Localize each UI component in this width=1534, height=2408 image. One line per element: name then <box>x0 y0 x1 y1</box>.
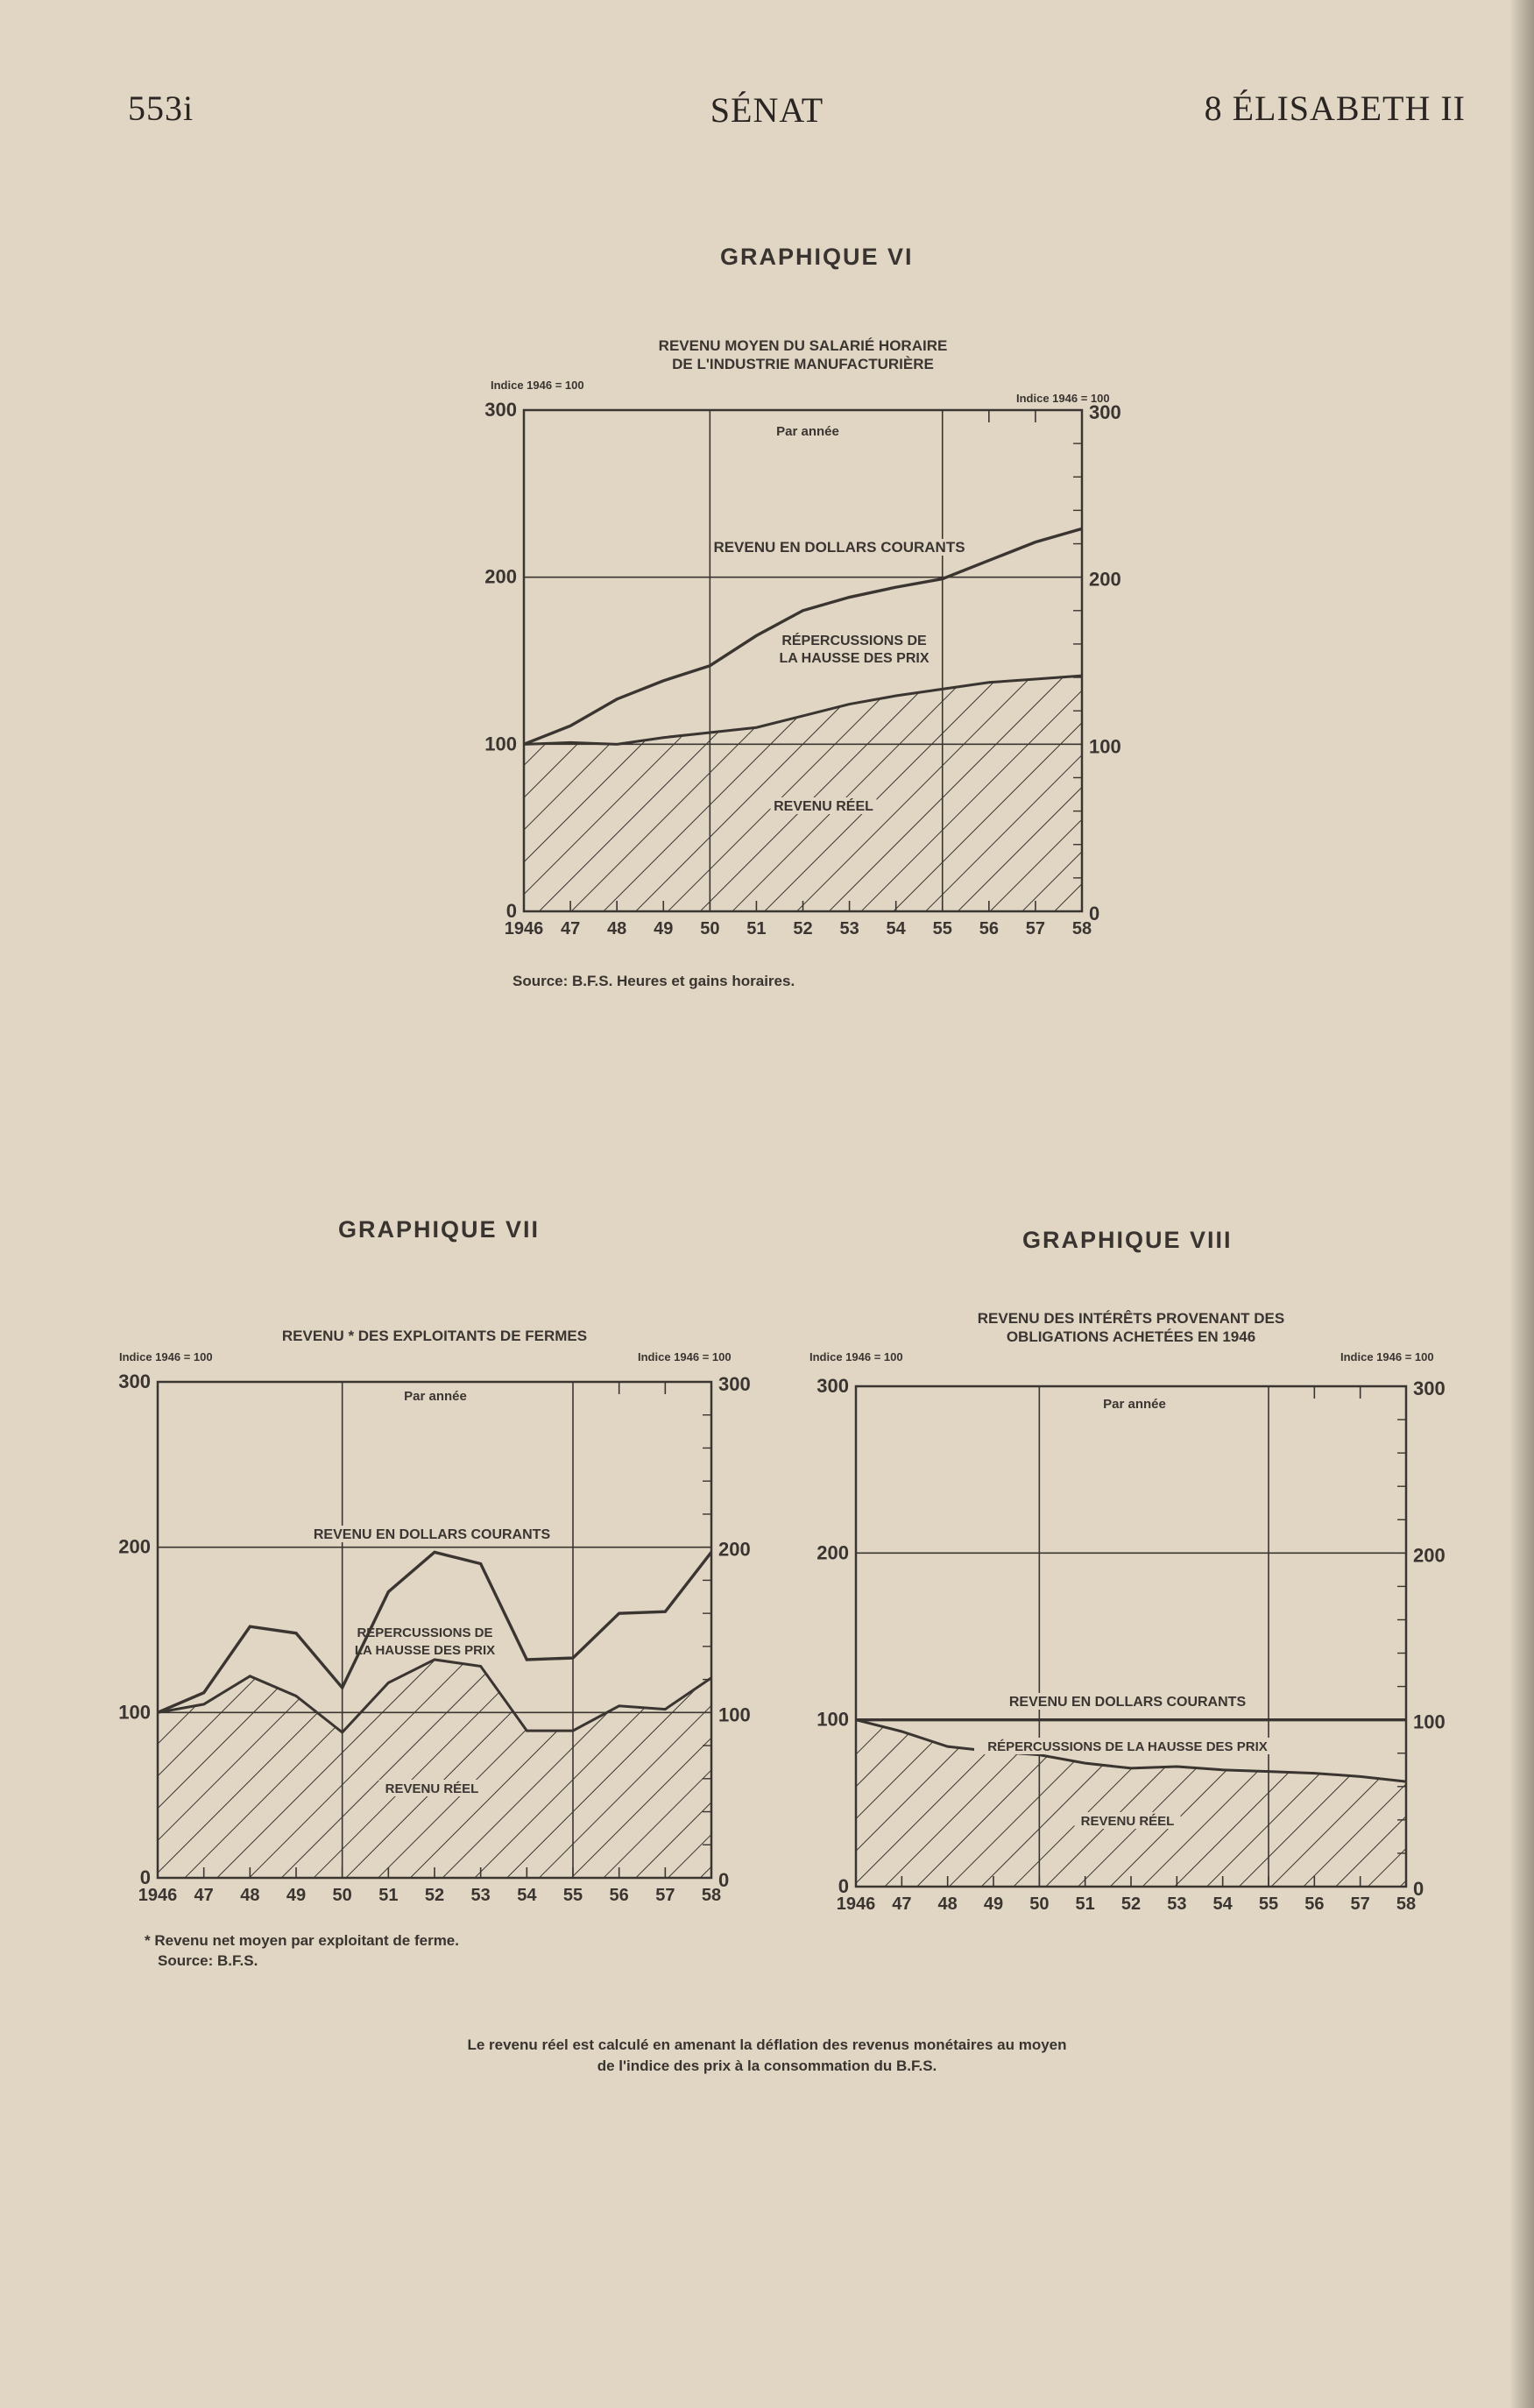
x-tick-label: 51 <box>378 1886 399 1905</box>
chart-subtitle: OBLIGATIONS ACHETÉES EN 1946 <box>1006 1328 1256 1345</box>
x-tick-label: 54 <box>517 1886 537 1905</box>
graph7-label: GRAPHIQUE VII <box>338 1216 541 1243</box>
x-tick-label: 48 <box>607 919 627 938</box>
x-tick-label: 50 <box>700 919 720 938</box>
page-edge-shadow <box>1509 0 1534 2408</box>
chart-ylabel-right: Indice 1946 = 100 <box>1016 392 1110 405</box>
chart-ylabel-left: Indice 1946 = 100 <box>119 1350 213 1363</box>
y-tick-label-left: 0 <box>838 1875 849 1897</box>
x-tick-label: 52 <box>424 1886 445 1905</box>
x-tick-label: 49 <box>286 1886 307 1905</box>
bottom-explanation-line2: de l'indice des prix à la consommation du B.F.S. <box>597 2057 937 2074</box>
y-tick-label-left: 200 <box>484 565 517 588</box>
chart-title: REVENU MOYEN DU SALARIÉ HORAIRE <box>658 337 948 354</box>
y-tick-label-right: 200 <box>1089 568 1121 591</box>
y-tick-label-right: 300 <box>1413 1378 1446 1399</box>
frequency-label: Par année <box>776 424 839 439</box>
x-tick-label: 57 <box>1025 919 1046 938</box>
x-tick-label: 58 <box>701 1886 722 1905</box>
y-tick-label-left: 100 <box>118 1701 151 1724</box>
y-tick-label-left: 0 <box>139 1866 151 1888</box>
y-tick-label-left: 0 <box>505 900 517 922</box>
x-tick-label: 53 <box>470 1886 491 1905</box>
chart-graph8 <box>809 1310 1446 1914</box>
y-tick-label-right: 100 <box>1413 1710 1446 1733</box>
x-tick-label: 55 <box>562 1886 583 1905</box>
page-header-right: 8 ÉLISABETH II <box>1204 89 1466 128</box>
graph6-source: Source: B.F.S. Heures et gains horaires. <box>513 973 795 989</box>
y-tick-label-right: 200 <box>1413 1544 1446 1567</box>
page-header-title: SÉNAT <box>710 90 824 130</box>
y-tick-label-right: 0 <box>1413 1878 1424 1900</box>
y-tick-label-left: 300 <box>484 399 517 421</box>
y-tick-label-right: 100 <box>718 1703 751 1726</box>
series-label-nominal: REVENU EN DOLLARS COURANTS <box>1008 1695 1247 1710</box>
x-tick-label: 47 <box>892 1895 912 1914</box>
gap-label-line1: RÉPERCUSSIONS DE <box>781 634 927 648</box>
x-tick-label: 49 <box>983 1895 1004 1914</box>
series-label-real: REVENU RÉEL <box>774 799 873 814</box>
graph8-label: GRAPHIQUE VIII <box>1022 1227 1233 1253</box>
x-tick-label: 57 <box>1350 1895 1370 1914</box>
x-tick-label: 50 <box>332 1886 352 1905</box>
y-tick-label-left: 200 <box>118 1535 151 1558</box>
x-tick-label: 56 <box>1304 1895 1325 1914</box>
frequency-label: Par année <box>404 1389 467 1404</box>
graph7-footnote: * Revenu net moyen par exploitant de ferme. <box>145 1932 459 1949</box>
series-label-real: REVENU RÉEL <box>385 1781 479 1796</box>
gap-label-line1: RÉPERCUSSIONS DE <box>357 1625 493 1640</box>
y-tick-label-right: 300 <box>718 1373 751 1395</box>
x-tick-label: 52 <box>793 919 813 938</box>
real-income-area <box>158 1660 711 1878</box>
x-tick-label: 48 <box>240 1886 260 1905</box>
x-tick-label: 1946 <box>836 1895 876 1914</box>
x-tick-label: 55 <box>932 919 952 938</box>
x-tick-label: 53 <box>1167 1895 1187 1914</box>
series-label-nominal: REVENU EN DOLLARS COURANTS <box>313 1527 551 1542</box>
x-tick-label: 48 <box>937 1895 958 1914</box>
y-tick-label-left: 100 <box>484 733 517 755</box>
gap-label-line2: LA HAUSSE DES PRIX <box>354 1643 496 1658</box>
chart-ylabel-left: Indice 1946 = 100 <box>809 1350 903 1363</box>
chart-title: REVENU DES INTÉRÊTS PROVENANT DES <box>977 1310 1285 1327</box>
series-label-nominal: REVENU EN DOLLARS COURANTS <box>713 539 965 556</box>
chart-title: REVENU * DES EXPLOITANTS DE FERMES <box>281 1328 588 1344</box>
x-tick-label: 49 <box>654 919 674 938</box>
chart-ylabel-right: Indice 1946 = 100 <box>638 1350 732 1363</box>
y-tick-label-left: 300 <box>816 1375 849 1397</box>
series-label-real: REVENU RÉEL <box>1080 1814 1175 1829</box>
x-tick-label: 51 <box>746 919 767 938</box>
x-tick-label: 51 <box>1075 1895 1095 1914</box>
x-tick-label: 1946 <box>138 1886 178 1905</box>
y-tick-label-right: 100 <box>1089 735 1121 758</box>
x-tick-label: 56 <box>979 919 999 938</box>
x-tick-label: 57 <box>655 1886 675 1905</box>
x-tick-label: 56 <box>609 1886 629 1905</box>
x-tick-label: 52 <box>1120 1895 1142 1914</box>
x-tick-label: 47 <box>194 1886 214 1905</box>
x-tick-label: 54 <box>1212 1895 1233 1914</box>
y-tick-label-right: 300 <box>1089 401 1121 423</box>
bottom-explanation <box>0 2035 1534 2077</box>
chart-ylabel-left: Indice 1946 = 100 <box>491 379 584 392</box>
x-tick-label: 58 <box>1071 919 1092 938</box>
graph6-label: GRAPHIQUE VI <box>720 244 914 270</box>
y-tick-label-right: 0 <box>718 1869 730 1891</box>
y-tick-label-left: 200 <box>816 1541 849 1564</box>
x-tick-label: 53 <box>839 919 859 938</box>
y-tick-label-right: 0 <box>1089 903 1100 924</box>
y-tick-label-left: 100 <box>816 1708 849 1731</box>
x-tick-label: 54 <box>886 919 906 938</box>
x-tick-label: 50 <box>1029 1895 1050 1914</box>
chart-subtitle: DE L'INDUSTRIE MANUFACTURIÈRE <box>672 356 934 372</box>
gap-label-line2: LA HAUSSE DES PRIX <box>779 651 930 666</box>
graph7-source: Source: B.F.S. <box>158 1952 258 1969</box>
page-number: 553i <box>128 89 194 128</box>
x-tick-label: 55 <box>1258 1895 1279 1914</box>
frequency-label: Par année <box>1103 1397 1166 1412</box>
x-tick-label: 58 <box>1396 1895 1417 1914</box>
gap-label: RÉPERCUSSIONS DE LA HAUSSE DES PRIX <box>987 1739 1268 1754</box>
y-tick-label-left: 300 <box>118 1370 151 1392</box>
chart-graph6 <box>484 337 1120 938</box>
x-tick-label: 1946 <box>504 919 544 938</box>
chart-ylabel-right: Indice 1946 = 100 <box>1340 1350 1434 1363</box>
y-tick-label-right: 200 <box>718 1538 751 1561</box>
x-tick-label: 47 <box>560 919 581 938</box>
chart-graph7 <box>118 1328 750 1905</box>
bottom-explanation-line1: Le revenu réel est calculé en amenant la déflation des revenus monétaires au moyen <box>467 2036 1067 2053</box>
real-income-area <box>524 676 1082 911</box>
